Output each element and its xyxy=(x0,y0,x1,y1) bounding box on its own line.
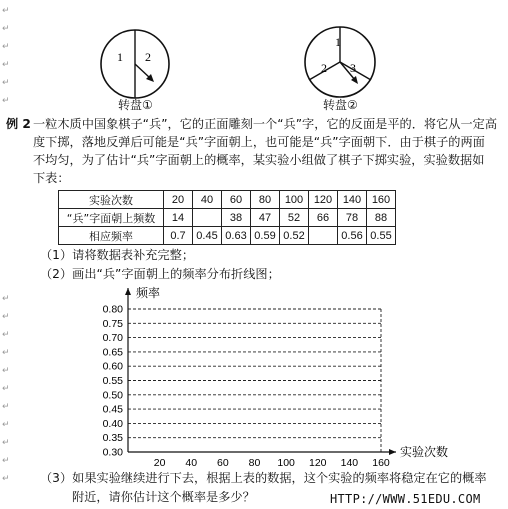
x-tick-label: 40 xyxy=(185,457,198,469)
paragraph-mark: ↵ xyxy=(2,366,10,376)
table-cell: 0.52 xyxy=(280,227,309,245)
row-header: 实验次数 xyxy=(59,191,164,209)
table-cell: 100 xyxy=(280,191,309,209)
x-tick-label: 160 xyxy=(372,457,390,469)
table-cell: 47 xyxy=(251,209,280,227)
x-axis-label: 实验次数 xyxy=(400,445,449,459)
question-one: （1）请将数据表补充完整； xyxy=(40,248,195,262)
table-cell: 52 xyxy=(280,209,309,227)
y-tick-label: 0.35 xyxy=(102,432,123,445)
table-cell: 140 xyxy=(338,191,367,209)
x-tick-label: 80 xyxy=(248,457,261,469)
paragraph-mark: ↵ xyxy=(2,330,10,340)
y-tick-label: 0.65 xyxy=(102,346,123,359)
question-two: （2）画出“兵”字面朝上的频率分布折线图； xyxy=(40,267,280,281)
table-cell: 0.55 xyxy=(367,227,396,245)
example-line: 度下掷，落地反弹后可能是“兵”字面朝上，也可能是“兵”字面朝下．由于棋子的两面 xyxy=(33,135,485,149)
table-cell: 88 xyxy=(367,209,396,227)
question-three-line: 附近，请你估计这个概率是多少？ xyxy=(72,490,255,504)
table-cell: 120 xyxy=(309,191,338,209)
table-row xyxy=(59,191,396,209)
table-cell: 14 xyxy=(164,209,193,227)
paragraph-mark: ↵ xyxy=(2,312,10,322)
data-table xyxy=(58,190,396,245)
y-tick-label: 0.45 xyxy=(102,403,123,416)
paragraph-mark: ↵ xyxy=(2,42,10,52)
paragraph-mark: ↵ xyxy=(2,294,10,304)
y-tick-label: 0.70 xyxy=(102,332,123,345)
x-tick-label: 60 xyxy=(217,457,229,469)
y-axis-label: 频率 xyxy=(136,286,161,300)
spinner-one-pointer xyxy=(135,64,150,78)
question-three-line: （3）如果实验继续进行下去，根据上表的数据，这个实验的频率将稳定在它的概率 xyxy=(40,471,487,485)
spinner-two-label: 2 xyxy=(321,61,327,75)
x-tick-label: 20 xyxy=(153,457,166,469)
table-cell: 20 xyxy=(164,191,193,209)
paragraph-mark: ↵ xyxy=(2,60,10,70)
x-axis-arrow xyxy=(389,449,396,455)
spinner-two-caption: 转盘② xyxy=(323,98,358,112)
x-tick-label: 100 xyxy=(277,457,295,469)
y-tick-label: 0.60 xyxy=(102,360,123,373)
paragraph-mark: ↵ xyxy=(2,24,10,34)
y-tick-label: 0.80 xyxy=(102,303,123,316)
example-line: 一粒木质中国象棋子“兵”，它的正面雕刻一个“兵”字，它的反面是平的．将它从一定高 xyxy=(33,117,498,131)
paragraph-mark: ↵ xyxy=(2,420,10,430)
row-header: 相应频率 xyxy=(59,227,164,245)
table-cell: 0.63 xyxy=(222,227,251,245)
spinner-two-label: 3 xyxy=(350,61,356,75)
paragraph-mark: ↵ xyxy=(2,348,10,358)
spinner-one-caption: 转盘① xyxy=(118,98,153,112)
example-label: 例 2 xyxy=(6,117,31,131)
table-cell: 0.59 xyxy=(251,227,280,245)
x-tick-label: 120 xyxy=(308,457,327,469)
frequency-chart xyxy=(60,280,480,470)
table-cell: 60 xyxy=(222,191,251,209)
spinner-one-label: 1 xyxy=(117,50,123,64)
paragraph-mark: ↵ xyxy=(2,402,10,412)
table-cell: 38 xyxy=(222,209,251,227)
table-cell: 0.56 xyxy=(338,227,367,245)
site-watermark: HTTP://WWW.51EDU.COM xyxy=(330,492,481,506)
table-row xyxy=(59,209,396,227)
y-tick-label: 0.50 xyxy=(102,389,123,402)
y-tick-label: 0.55 xyxy=(102,375,123,387)
table-cell: 80 xyxy=(251,191,280,209)
x-tick-label: 140 xyxy=(340,457,359,469)
spinner-one-figure xyxy=(95,24,175,104)
table-cell: 160 xyxy=(367,191,396,209)
table-cell: 0.45 xyxy=(193,227,222,245)
row-header: “兵”字面朝上频数 xyxy=(59,209,164,227)
table-row xyxy=(59,227,396,245)
example-line: 下表： xyxy=(33,171,70,185)
table-cell xyxy=(309,227,338,245)
y-tick-label: 0.75 xyxy=(102,317,123,330)
paragraph-mark: ↵ xyxy=(2,438,10,448)
table-cell: 40 xyxy=(193,191,222,209)
spinner-two-label: 1 xyxy=(335,35,341,49)
spinner-one-label: 2 xyxy=(145,50,151,64)
table-cell xyxy=(193,209,222,227)
paragraph-mark: ↵ xyxy=(2,384,10,394)
paragraph-mark: ↵ xyxy=(2,96,10,106)
paragraph-mark: ↵ xyxy=(2,78,10,88)
table-cell: 78 xyxy=(338,209,367,227)
y-axis-arrow xyxy=(125,288,131,295)
paragraph-mark: ↵ xyxy=(2,6,10,16)
table-cell: 0.7 xyxy=(164,227,193,245)
example-line: 不均匀，为了估计“兵”字面朝上的概率，某实验小组做了棋子下掷实验，实验数据如 xyxy=(33,153,485,167)
paragraph-mark: ↵ xyxy=(2,474,10,484)
y-tick-label: 0.40 xyxy=(102,417,123,430)
spinner-two-figure xyxy=(300,20,380,102)
y-tick-label: 0.30 xyxy=(102,446,123,459)
paragraph-mark: ↵ xyxy=(2,456,10,466)
table-cell: 66 xyxy=(309,209,338,227)
